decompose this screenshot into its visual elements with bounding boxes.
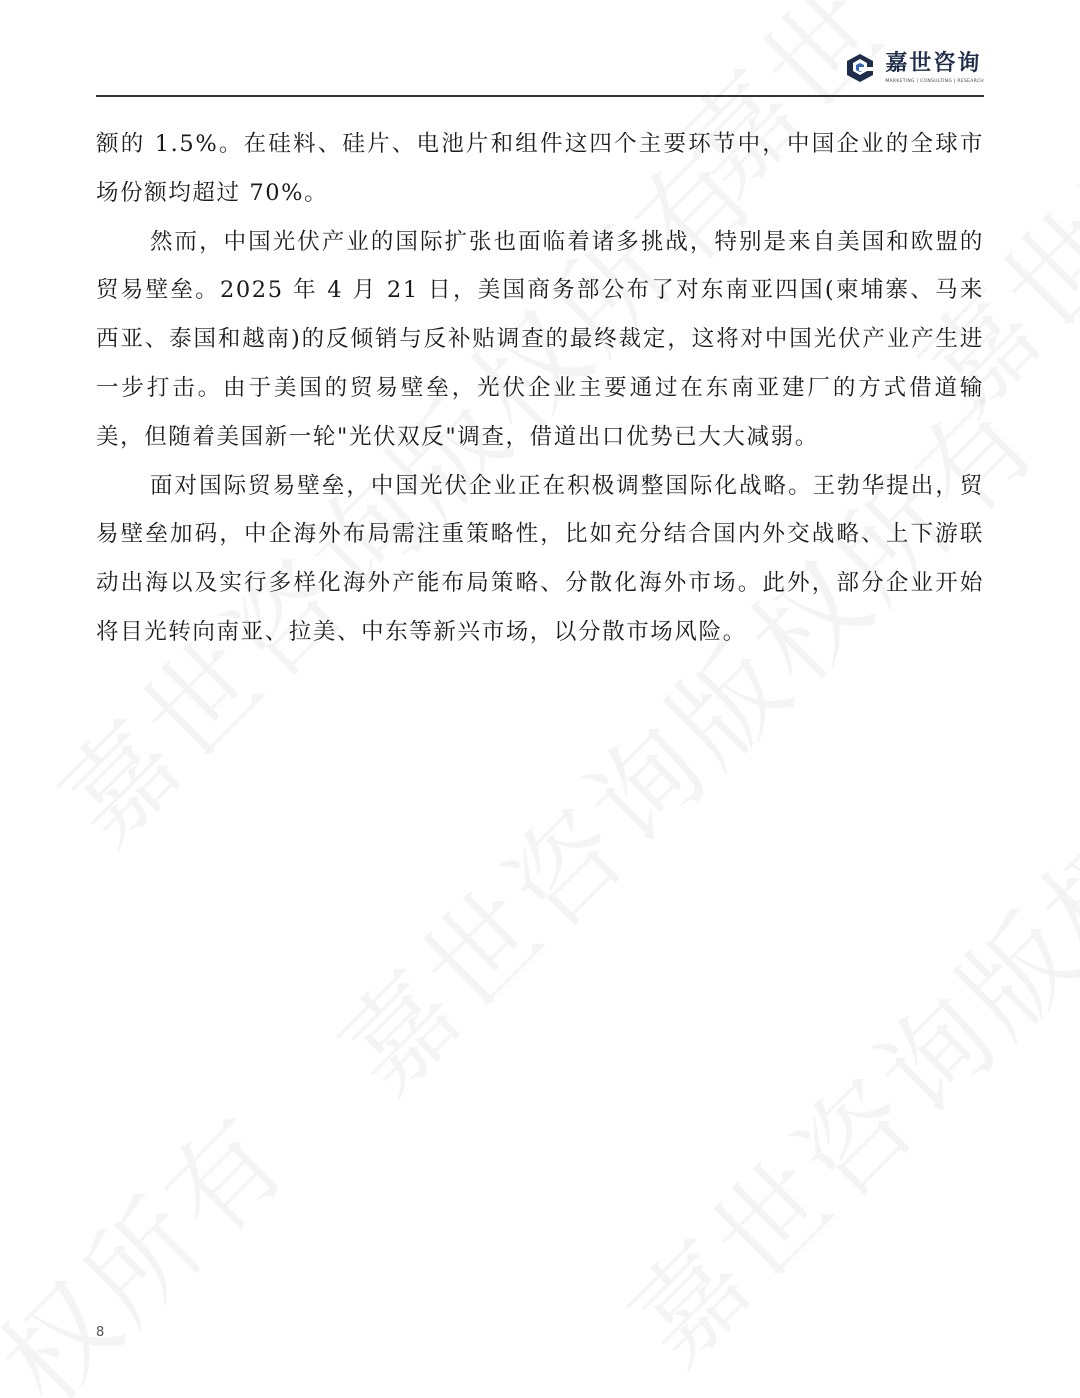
page-header bbox=[96, 40, 984, 96]
page-number: 8 bbox=[96, 1325, 105, 1340]
brand-name: 嘉世咨询 bbox=[885, 51, 982, 76]
paragraph: 额的 1.5%。在硅料、硅片、电池片和组件这四个主要环节中，中国企业的全球市场份额均超过 70%。 bbox=[96, 131, 984, 206]
jiashi-logo-icon bbox=[843, 51, 877, 85]
brand-text bbox=[885, 52, 984, 84]
watermark bbox=[0, 1074, 318, 1398]
document-body bbox=[96, 120, 984, 657]
paragraph: 面对国际贸易壁垒，中国光伏企业正在积极调整国际化战略。王勃华提出，贸易壁垒加码，中企海外布局需注重策略性，比如充分结合国内外交战略、上下游联动出海以及实行多样化海外产能布局策略、分散化海外市场。此外，部分企业开始将目光转向南亚、拉美、中东等新兴市场，以分散市场风险。 bbox=[96, 472, 984, 645]
header-divider bbox=[96, 95, 984, 97]
watermark bbox=[590, 624, 1080, 1392]
brand-logo bbox=[843, 46, 984, 90]
brand-tagline: MARKETING | CONSULTING | RESEARCH bbox=[885, 79, 984, 84]
paragraph: 然而，中国光伏产业的国际扩张也面临着诸多挑战，特别是来自美国和欧盟的贸易壁垒。2025 年 4 月 21 日，美国商务部公布了对东南亚四国(柬埔寨、马来西亚、泰国和越南)的反倾销与反补贴调查的最终裁定，这将对中国光伏产业产生进一步打击。由于美国的贸易壁垒，光伏企业主要通过在东南亚建厂的方式借道输美，但随着美国新一轮"光伏双反"调查，借道出口优势已大大减弱。 bbox=[96, 228, 984, 450]
